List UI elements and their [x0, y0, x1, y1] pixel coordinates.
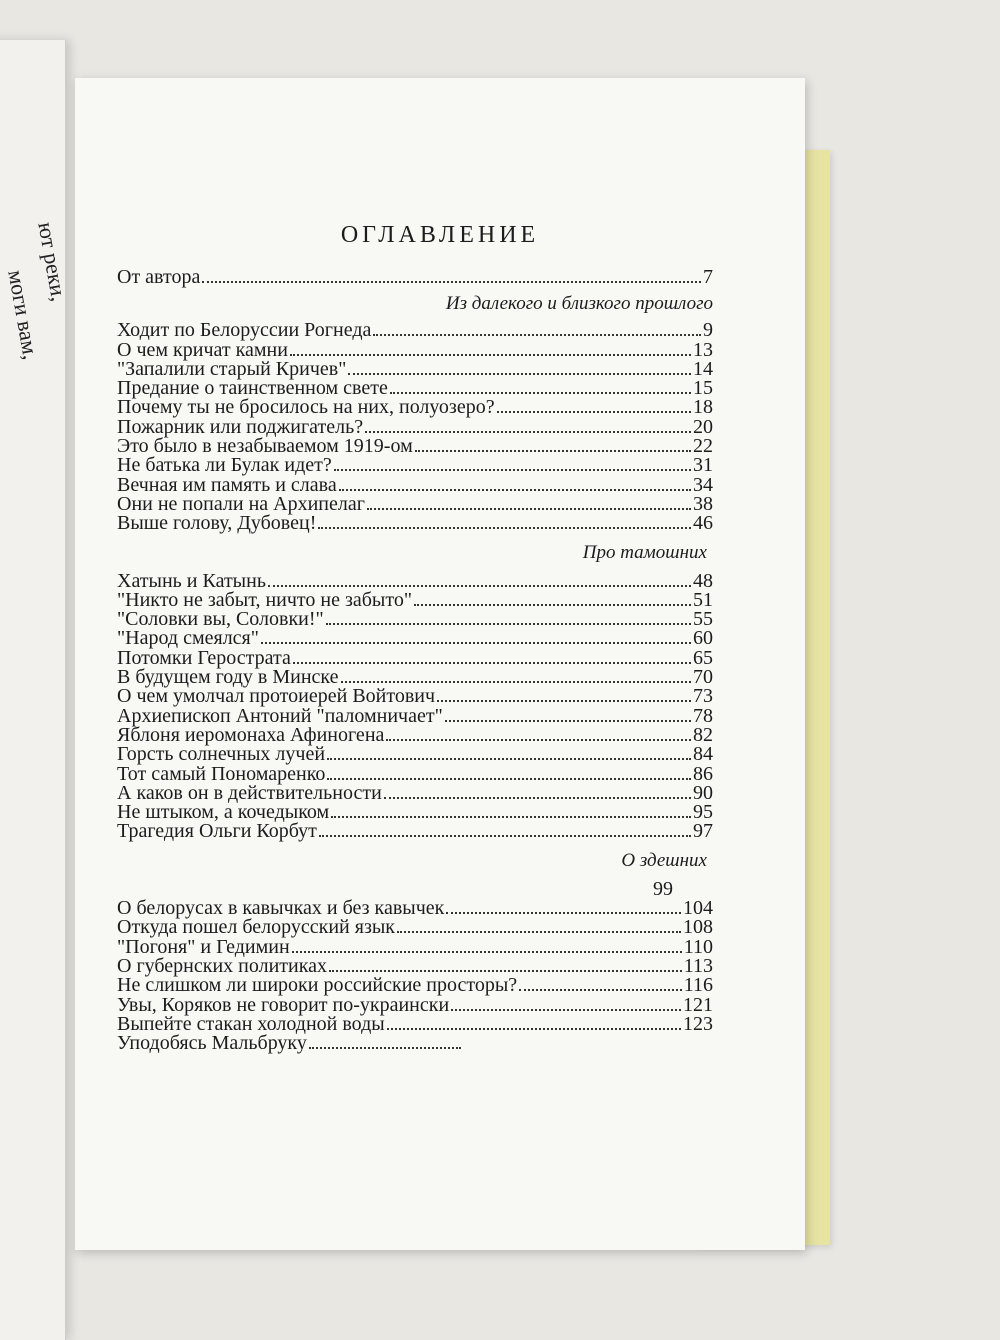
toc-entry-title: Откуда пошел белорусский язык	[117, 916, 396, 939]
toc-dot-leader	[329, 970, 682, 972]
toc-entry-title: Почему ты не бросилось на них, полуозеро?	[117, 396, 495, 419]
toc-dot-leader	[293, 662, 691, 664]
toc-entry-page: 22	[693, 435, 713, 458]
toc-entry	[117, 762, 713, 785]
toc-entry	[117, 398, 713, 417]
toc-entry	[117, 569, 713, 592]
left-page	[0, 40, 72, 1340]
toc-entry	[117, 514, 713, 533]
toc-entry	[117, 935, 713, 958]
toc-entry-page: 51	[693, 588, 713, 611]
toc-entry-title: Яблоня иеромонаха Афиногена	[117, 723, 385, 746]
toc-dot-leader	[341, 681, 691, 683]
toc-entry-title: Выпейте стакан холодной воды	[117, 1012, 385, 1035]
toc-entry-title: Не батька ли Булак идет?	[117, 454, 332, 477]
toc-entry-title: Уподобясь Мальбруку	[117, 1032, 307, 1055]
toc-entry-title: "Народ смеялся"	[117, 627, 259, 650]
toc-entry-page: 104	[683, 897, 713, 920]
toc-entry-page: 65	[693, 646, 713, 669]
toc-entry-page: 7	[703, 266, 713, 288]
toc-entry-title: О белорусах в кавычках и без кавычек	[117, 897, 445, 920]
toc-entry-page: 20	[693, 415, 713, 438]
toc-entry-title: Трагедия Ольги Корбут	[117, 820, 317, 843]
toc-entry	[117, 268, 713, 287]
toc-entry-page: 90	[693, 781, 713, 804]
toc-entry-page: 55	[693, 608, 713, 631]
toc-entry-page: 48	[693, 569, 713, 592]
toc-entry-page: 82	[693, 723, 713, 746]
toc-entry-page: 95	[693, 801, 713, 824]
toc-dot-leader	[414, 604, 691, 606]
toc-dot-leader	[445, 720, 691, 722]
page-title: ОГЛАВЛЕНИЕ	[340, 222, 540, 248]
toc-entry-title: Пожарник или поджигатель?	[117, 415, 364, 438]
toc-dot-leader	[451, 1009, 681, 1011]
toc-entry-title: Горсть солнечных лучей	[117, 743, 326, 766]
toc-entry-title: О губернских политиках	[117, 954, 328, 977]
toc-entry	[117, 1034, 713, 1053]
toc-entry-page: 14	[693, 357, 713, 380]
toc-entry	[117, 456, 713, 475]
left-page-text-line: моги вам,	[3, 268, 44, 362]
toc-dot-leader	[290, 354, 691, 356]
toc-dot-leader	[437, 700, 691, 702]
toc-dot-leader	[386, 739, 691, 741]
toc-entry-page: 13	[693, 338, 713, 361]
toc-entry-title: Вечная им память и слава	[117, 473, 337, 496]
toc-dot-leader	[331, 816, 691, 818]
toc-entry	[117, 822, 713, 841]
toc-dot-leader	[415, 450, 691, 452]
toc-dot-leader	[327, 758, 691, 760]
page	[75, 78, 805, 1250]
table-of-contents	[117, 268, 713, 1053]
toc-entry-title: Архиепископ Антоний "паломничает"	[117, 704, 443, 727]
toc-entry-title: Увы, Коряков не говорит по-украински	[117, 993, 450, 1016]
toc-dot-leader	[365, 431, 691, 433]
toc-entry	[117, 976, 713, 995]
toc-entry-title: Потомки Герострата	[117, 646, 291, 669]
toc-entry	[117, 321, 713, 340]
toc-entry-page: 60	[693, 627, 713, 650]
toc-entry-title: Это было в незабываемом 1919-ом	[117, 435, 413, 458]
toc-dot-leader	[309, 1047, 461, 1049]
toc-entry-page: 108	[683, 916, 713, 939]
toc-entry-title: Ходит по Белоруссии Рогнеда	[117, 319, 372, 342]
toc-entry	[117, 993, 713, 1016]
toc-entry-page: 113	[683, 954, 713, 977]
toc-dot-leader	[348, 373, 691, 375]
toc-entry-page: 110	[683, 935, 713, 958]
toc-dot-leader	[261, 642, 691, 644]
toc-entry-page: 73	[693, 685, 713, 708]
toc-entry-title: Хатынь и Катынь	[117, 569, 266, 592]
toc-entry-page: 84	[693, 743, 713, 766]
left-page-text-line: ют реки,	[33, 220, 72, 304]
toc-entry-page: 70	[693, 666, 713, 689]
toc-entry	[117, 918, 713, 937]
toc-entry-title: "Запалили старый Кричев"	[117, 357, 347, 380]
toc-entry-page: 116	[683, 974, 713, 997]
toc-entry-page: 38	[693, 492, 713, 515]
toc-entry-title: "Погоня" и Гедимин	[117, 935, 290, 958]
toc-entry-page: 86	[693, 762, 713, 785]
toc-dot-leader	[319, 835, 691, 837]
toc-dot-leader	[384, 797, 691, 799]
toc-dot-leader	[497, 411, 691, 413]
toc-entry-page: 121	[683, 993, 713, 1016]
toc-dot-leader	[268, 585, 691, 587]
toc-entry-page: 18	[693, 396, 713, 419]
toc-dot-leader	[334, 469, 691, 471]
toc-entry	[117, 745, 713, 764]
toc-entry-title: "Соловки вы, Соловки!"	[117, 608, 324, 631]
toc-entry	[117, 687, 713, 706]
toc-entry-page: 34	[693, 473, 713, 496]
toc-entry-page: 15	[693, 377, 713, 400]
toc-entry	[117, 629, 713, 648]
toc-entry-title: О чем умолчал протоиерей Войтович	[117, 685, 436, 708]
toc-entry-title: Предание о таинственном свете	[117, 377, 388, 400]
toc-section-heading: О здешних	[621, 849, 707, 871]
toc-dot-leader	[446, 912, 681, 914]
toc-entry-page: 99	[653, 877, 673, 900]
toc-entry-page: 9	[703, 319, 713, 342]
toc-entry-title: Они не попали на Архипелаг	[117, 492, 365, 515]
toc-section-heading: Из далекого и близкого прошлого	[445, 293, 713, 315]
toc-dot-leader	[519, 989, 682, 991]
toc-dot-leader	[397, 931, 681, 933]
toc-entry-title: О чем кричат камни	[117, 338, 288, 361]
toc-entry-page: 31	[693, 454, 713, 477]
toc-entry-title: Не слишком ли широки российские просторы?	[117, 974, 518, 997]
toc-entry-title: Не штыком, а кочедыком	[117, 801, 330, 824]
toc-dot-leader	[373, 334, 701, 336]
toc-entry-title: А каков он в действительности	[117, 781, 382, 804]
toc-dot-leader	[202, 281, 701, 283]
toc-entry-title: "Никто не забыт, ничто не забыто"	[117, 588, 412, 611]
toc-dot-leader	[292, 951, 682, 953]
toc-entry-page: 123	[683, 1012, 713, 1035]
toc-entry	[117, 338, 713, 361]
toc-dot-leader	[387, 1028, 681, 1030]
toc-entry-page: 46	[693, 512, 713, 535]
toc-dot-leader	[326, 623, 691, 625]
toc-entry-page: 97	[693, 820, 713, 843]
toc-entry-title: В будущем году в Минске	[117, 666, 339, 689]
toc-dot-leader	[327, 778, 691, 780]
toc-entry-title: От автора	[117, 266, 201, 288]
toc-dot-leader	[367, 508, 691, 510]
toc-entry-title: Тот самый Пономаренко	[117, 762, 326, 785]
toc-entry-page: 78	[693, 704, 713, 727]
toc-section-heading: Про тамошних	[582, 541, 707, 563]
toc-dot-leader	[318, 527, 691, 529]
toc-dot-leader	[390, 392, 691, 394]
toc-entry-title: Выше голову, Дубовец!	[117, 512, 317, 535]
toc-dot-leader	[339, 489, 691, 491]
